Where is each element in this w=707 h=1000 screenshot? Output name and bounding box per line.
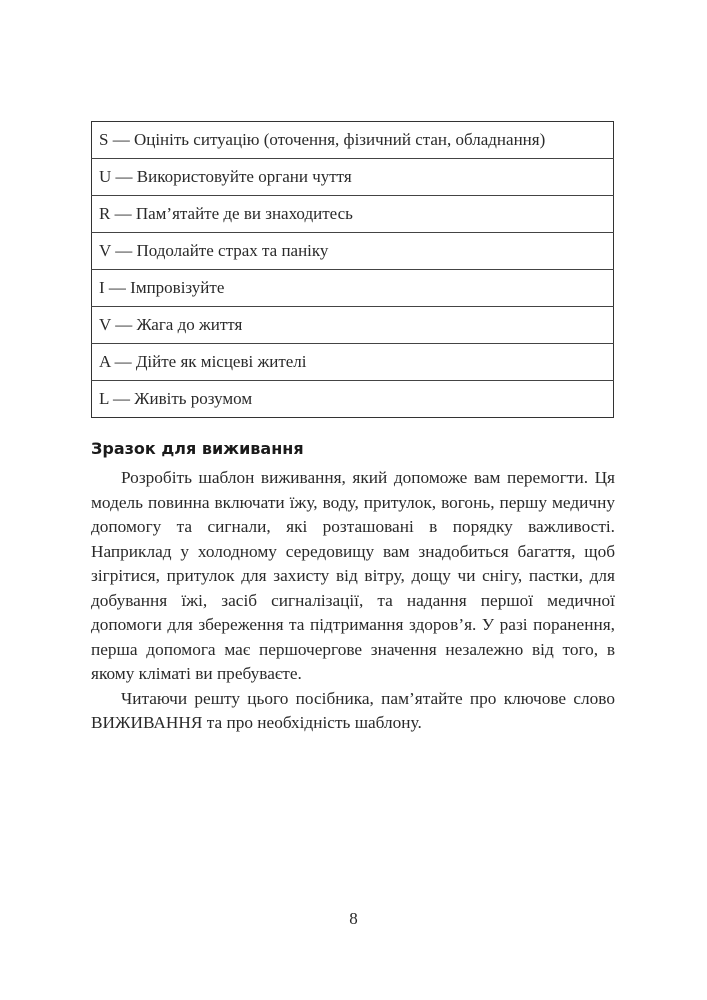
table-cell: V — Подолайте страх та паніку	[92, 233, 614, 270]
table-row	[92, 196, 614, 233]
table-cell: R — Пам’ятайте де ви знаходитесь	[92, 196, 614, 233]
table-cell: L — Живіть розумом	[92, 381, 614, 418]
survival-acronym-table	[91, 121, 614, 418]
table-cell: U — Використовуйте органи чуття	[92, 159, 614, 196]
table-row	[92, 381, 614, 418]
page-number: 8	[349, 909, 358, 928]
table-row	[92, 233, 614, 270]
table-row	[92, 122, 614, 159]
table-row	[92, 159, 614, 196]
table-cell: I — Імпровізуйте	[92, 270, 614, 307]
table-cell: V — Жага до життя	[92, 307, 614, 344]
table-row	[92, 270, 614, 307]
table-row	[92, 344, 614, 381]
body-text	[91, 466, 615, 736]
section-heading: Зразок для виживання	[91, 439, 304, 458]
paragraph: Розробіть шаблон виживання, який допоможе вам перемогти. Ця модель повинна включати їжу, воду, притулок, вогонь, першу медичну допомогу та сигнали, які розташовані в порядку важливості. Наприклад у холодному середовищу вам знадобиться багаття, щоб зігрітися, притулок для захисту від вітру, дощу чи снігу, пастки, для добування їжі, засіб сигналізації, та надання першої медичної допомоги для збереження та підтримання здоров’я. У разі поранення, перша допомога має першочергове значення незалежно від того, в якому кліматі ви пребуваєте.	[91, 468, 615, 683]
paragraph: Читаючи решту цього посібника, пам’ятайте про ключове слово ВИЖИВАННЯ та про необхідність шаблону.	[91, 688, 615, 732]
table-cell: A — Дійте як місцеві жителі	[92, 344, 614, 381]
table-row	[92, 307, 614, 344]
table-cell: S — Оцініть ситуацію (оточення, фізичний стан, обладнання)	[99, 130, 546, 149]
